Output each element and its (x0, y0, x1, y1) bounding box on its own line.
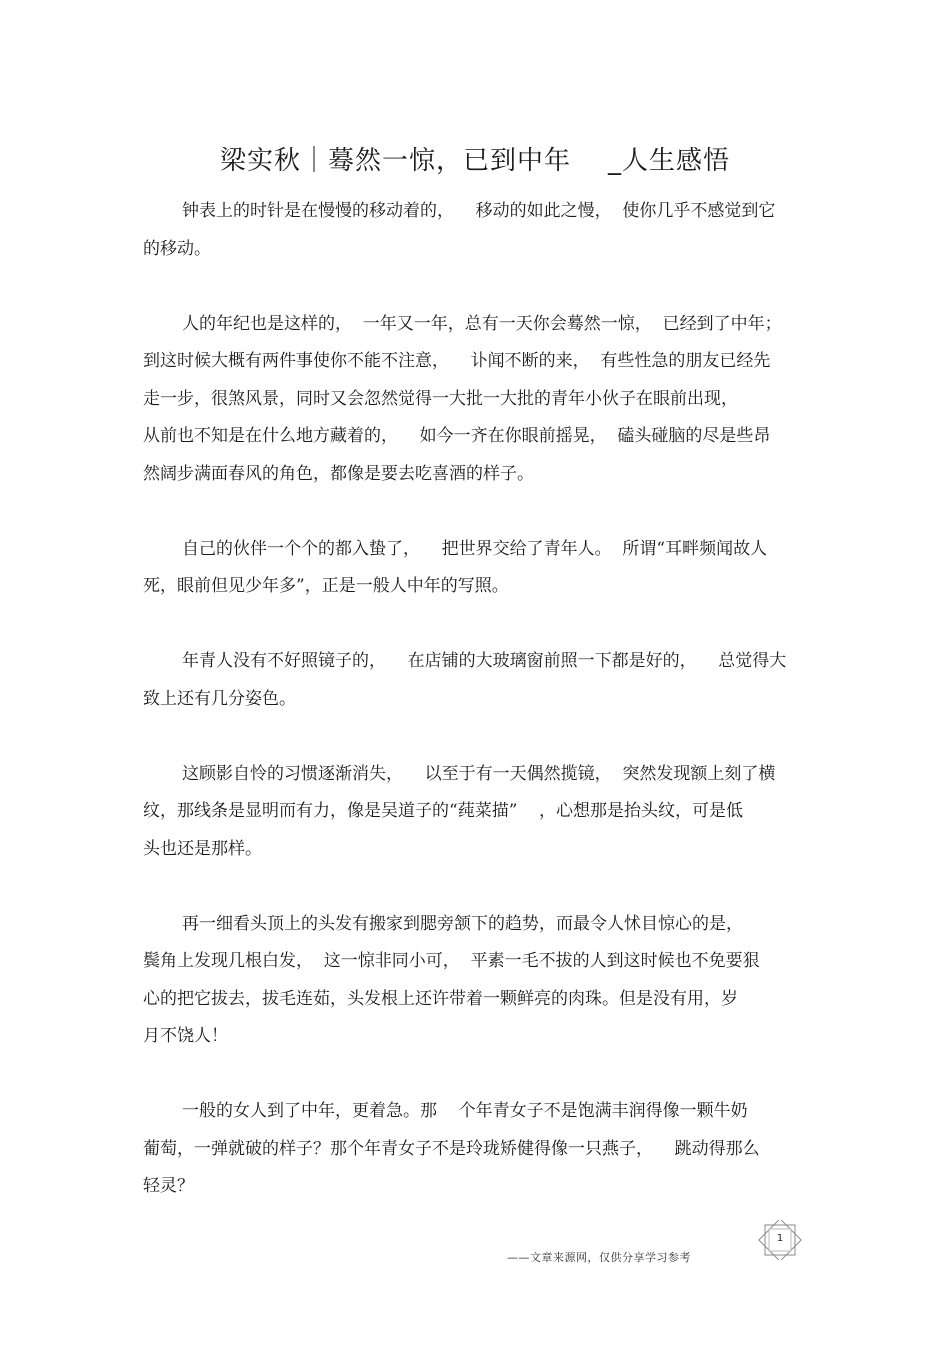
paragraph-line: 纹，那线条是显明而有力，像是吴道子的“莼菜描” ，心想那是抬头纹，可是低 (143, 801, 743, 821)
paragraph (143, 531, 808, 606)
paragraph-line: 再一细看头顶上的头发有搬家到腮旁颔下的趋势，而最令人怵目惊心的是， (182, 913, 743, 934)
paragraph (143, 1093, 808, 1206)
paragraph-line: 致上还有几分姿色。 (143, 688, 296, 709)
paragraph (143, 193, 808, 268)
paragraph-line: 轻灵？ (143, 1176, 194, 1196)
paragraph-line: 头也还是那样。 (143, 838, 262, 859)
paragraph-line: 死，眼前但见少年多”，正是一般人中年的写照。 (143, 576, 509, 596)
paragraph-line: 自己的伙伴一个个的都入蛰了， 把世界交给了青年人。 所谓“耳畔频闻故人 (182, 538, 768, 559)
paragraph-line: 从前也不知是在什么地方藏着的， 如今一齐在你眼前摇晃， 磕头碰脑的尽是些昂 (143, 426, 771, 446)
paragraph-line: 的移动。 (143, 238, 211, 259)
paragraph-line: 月不饶人！ (143, 1026, 228, 1046)
paragraph-line: 到这时候大概有两件事使你不能不注意， 讣闻不断的来， 有些性急的朋友已经先 (143, 351, 771, 371)
page-title: 梁实秋｜蓦然一惊，已到中年 _人生感悟 (219, 146, 731, 176)
page-number-badge (756, 1220, 804, 1260)
paragraph-line: 走一步，很煞风景，同时又会忽然觉得一大批一大批的青年小伙子在眼前出现， (143, 388, 738, 409)
paragraph-line: 鬓角上发现几根白发， 这一惊非同小可， 平素一毛不拔的人到这时候也不免要狠 (143, 951, 760, 971)
article-body (143, 193, 808, 1243)
page-number: 1 (776, 1233, 784, 1244)
paragraph (143, 906, 808, 1056)
paragraph-line: 年青人没有不好照镜子的， 在店铺的大玻璃窗前照一下都是好的， 总觉得大 (182, 651, 787, 671)
paragraph-line: 这顾影自怜的习惯逐渐消失， 以至于有一天偶然揽镜， 突然发现额上刻了横 (182, 763, 776, 784)
paragraph (143, 306, 808, 494)
paragraph (143, 756, 808, 869)
paragraph-line: 心的把它拔去，拔毛连茹，头发根上还许带着一颗鲜亮的肉珠。但是没有用，岁 (143, 988, 738, 1009)
paragraph-line: 钟表上的时针是在慢慢的移动着的， 移动的如此之慢， 使你几乎不感觉到它 (182, 201, 776, 221)
paragraph-line: 人的年纪也是这样的， 一年又一年，总有一天你会蓦然一惊， 已经到了中年； (182, 313, 782, 334)
paragraph-line: 一般的女人到了中年，更着急。那 个年青女子不是饱满丰润得像一颗牛奶 (182, 1101, 748, 1121)
paragraph-line: 然阔步满面春风的角色，都像是要去吃喜酒的样子。 (143, 463, 534, 484)
paragraph (143, 643, 808, 718)
footer-source-note: ——文章来源网，仅供分享学习参考 (507, 1251, 691, 1264)
paragraph-line: 葡萄，一弹就破的样子？那个年青女子不是玲珑矫健得像一只燕子， 跳动得那么 (143, 1138, 760, 1159)
